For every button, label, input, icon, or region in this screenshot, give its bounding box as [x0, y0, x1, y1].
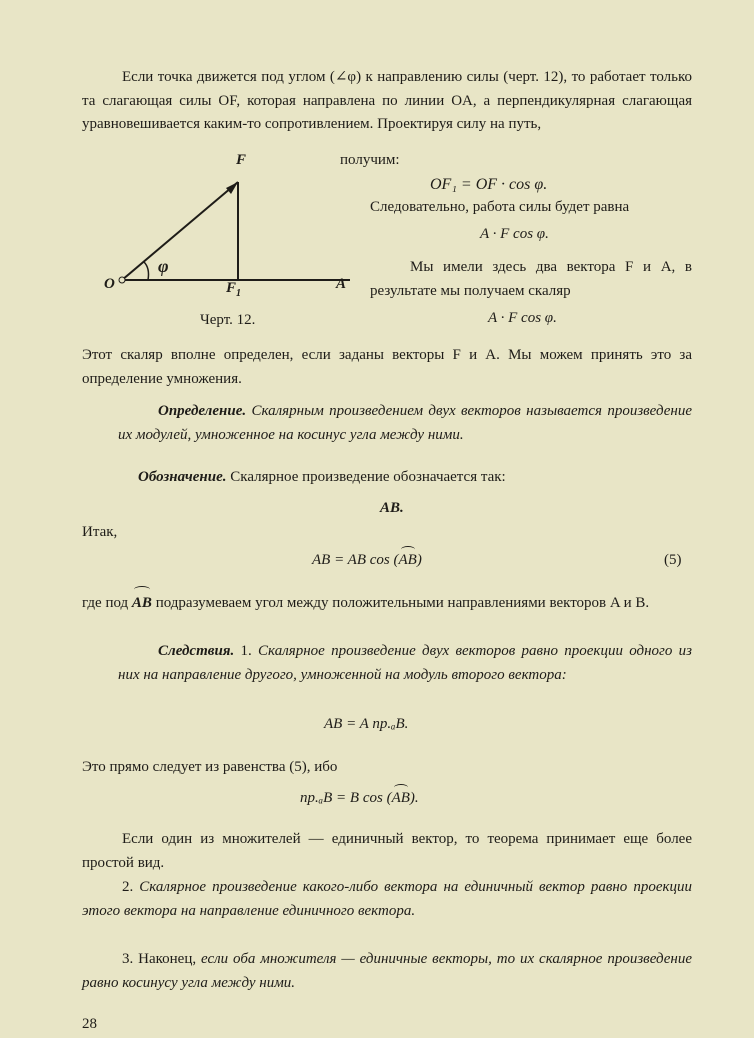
label-a: A [336, 276, 347, 292]
label-f: F [236, 152, 247, 168]
definition-label: Определение. [158, 403, 247, 419]
notation-label: Обозначение. [138, 469, 227, 485]
formula-projection: AB = A пр.ₐB. [324, 716, 409, 732]
scalar-paragraph: Этот скаляр вполне определен, если заданы векторы F и A. Мы можем принять это за определение умножения. [82, 347, 692, 387]
figure-caption: Черт. 12. [200, 312, 256, 328]
two-vectors-text: Мы имели здесь два вектора F и A, в результате мы получаем скаляр [370, 259, 692, 299]
notation-text: Скалярное произведение обозначается так: [226, 469, 506, 485]
page-number: 28 [82, 1016, 97, 1032]
equation-number: (5) [664, 552, 682, 568]
arrow-head [226, 182, 238, 194]
follows-text: Это прямо следует из равенства (5), ибо [82, 759, 338, 775]
intro-paragraph: Если точка движется под углом (∠φ) к направлению силы (черт. 12), то работает только та слагающая силы OF, которая направлена по линии OA, а перпендикулярная слагающая уравновешивается каким-то сопротивлением. Проектируя силу на путь, [82, 69, 692, 132]
vector-of [122, 182, 238, 280]
formula-scalar: A · F cos φ. [488, 310, 557, 326]
corollary-1: Следствия. 1. Скалярное произведение двух векторов равно проекции одного из них на направление другого, умноженной на модуль второго вектора: [118, 643, 692, 683]
unit-vector-paragraph: Если один из множителей — единичный вектор, то теорема принимает еще более простой вид. [82, 831, 692, 871]
formula-projection-cos: пр.ₐB = B cos (AB). [300, 790, 419, 806]
formula-of1: OF₁ = OF · cos φ. [430, 176, 548, 193]
consequently-text: Следовательно, работа силы будет равна [370, 199, 630, 215]
label-phi: φ [158, 256, 169, 276]
formula-work: A · F cos φ. [480, 226, 549, 242]
label-o: O [104, 276, 115, 292]
notation-paragraph [98, 466, 692, 490]
formula-ab: AB. [380, 500, 404, 516]
label-f1: $F_1$ [226, 280, 242, 299]
definition-paragraph [118, 400, 692, 447]
formula-5: AB = AB cos (AB) [312, 552, 422, 568]
angle-arc [144, 262, 149, 280]
corollary-3: 3. Наконец, если оба множителя — единичные векторы, то их скалярное произведение равно косинусу угла между ними. [82, 951, 693, 991]
obtain-text: получим: [340, 152, 400, 168]
where-paragraph: где под AB подразумеваем угол между положительными направлениями векторов A и B. [82, 592, 692, 616]
itak-text: Итак, [82, 524, 118, 540]
corollary-2: 2. Скалярное произведение какого-либо вектора на единичный вектор равно проекции этого вектора на направление единичного вектора. [82, 879, 692, 919]
definition-text: Скалярным произведением двух векторов называется произведение их модулей, умноженное на косинус угла между ними. [118, 403, 692, 443]
point-o [119, 277, 125, 283]
